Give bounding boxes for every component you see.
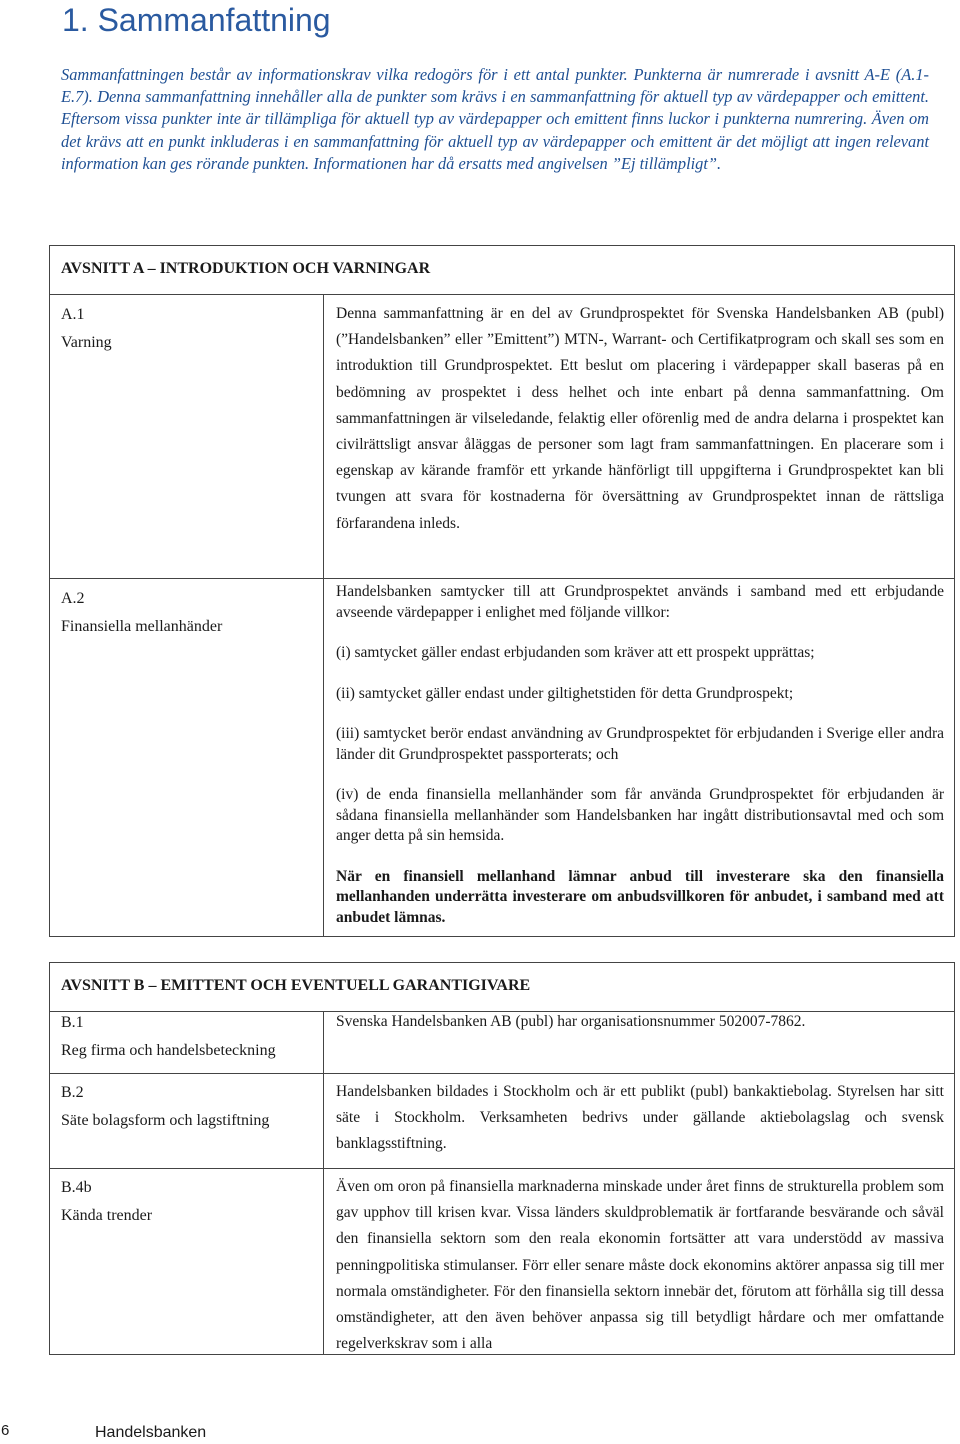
row-b4b-content	[336, 1174, 944, 1357]
row-a2-bold-notice: När en finansiell mellanhand lämnar anbud till investerare ska den finansiella mellanhanden underrätta investerare om anbudsvillkoren för anbudet, i samband med att anbudet lämnas.	[336, 867, 944, 926]
row-a1-text: Denna sammanfattning är en del av Grundprospektet för Svenska Handelsbanken AB (publ) (”Handelsbanken” eller ”Emittent”) MTN-, Warrant- och Certifikatprogram och skall ses som en introduktion till Grundprospektet. Ett beslut om placering i värdepapper skall baseras på en bedömning av prospektet i dess helhet och inte enbart på denna sammanfattning. Om sammanfattningen är vilseledande, felaktig eller oförenlig med de andra delarna i prospektet kan civilrättsligt ansvar åläggas de personer som lagt fram sammanfattningen. En placerare som i egenskap av kärande framför ett yrkande hänförligt till uppgifterna i Grundprospektet kan bli tvungen att svara för kostnaderna för översättning av Grundprospektet innan de rättsliga förfarandena inleds.	[336, 305, 944, 532]
row-title: Varning	[61, 334, 112, 351]
row-code: B.2	[61, 1084, 84, 1101]
row-code: A.1	[61, 306, 85, 323]
row-a2-condition-iv: (iv) de enda finansiella mellanhänder som får använda Grundprospektet för erbjudanden är sådana finansiella mellanhänder som Handelsbanken har ingått distributionsavtal med och som anger detta på sin hemsida.	[336, 786, 944, 844]
row-a2-condition-iii: (iii) samtycket berör endast användning av Grundprospektet för erbjudanden i Sverige eller andra länder dit Grundprospektet passporterats; och	[336, 725, 944, 763]
row-b2-text: Handelsbanken bildades i Stockholm och är ett publikt (publ) bankaktiebolag. Styrelsen har sitt säte i Stockholm. Verksamheten bedrivs under gällande aktiebolagslag och svensk banklagsstiftning.	[336, 1083, 944, 1153]
row-title: Kända trender	[61, 1207, 153, 1224]
row-a2-condition-ii: (ii) samtycket gäller endast under giltighetstiden för detta Grundprospekt;	[336, 684, 794, 702]
footer-brand: Handelsbanken	[95, 1424, 207, 1441]
row-a1-label	[61, 301, 311, 357]
row-b2-label	[61, 1079, 311, 1135]
row-a2-label	[61, 585, 311, 641]
row-b1-label	[61, 1009, 311, 1065]
row-a2-condition-i: (i) samtycket gäller endast erbjudanden som kräver att ett prospekt upprättas;	[336, 644, 815, 661]
page-number: 6	[1, 1422, 10, 1439]
row-b4b-text: Även om oron på finansiella marknaderna minskade under året finns de strukturella problem som gav upphov till krisen kvar. Vissa länders skuldproblematik är fortfarande besvärande och såväl den finansiella sektorn som den reala ekonomin fortsätter att vara understödd av massiva penningpolitiska stimulanser. Förr eller senare måste dock ekonomins aktörer anpassa sig till mer normala omständigheter. För den finansiella sektorn innebär det, förutom att förhålla sig till dessa omständigheter, att den även behöver anpassa sig till betydligt hårdare och mer omfattande regelverkskrav som i alla	[336, 1178, 944, 1353]
row-title: Finansiella mellanhänder	[61, 618, 223, 635]
row-a2-content	[336, 582, 944, 928]
section-b-table	[49, 962, 955, 1355]
row-a1-content	[336, 301, 944, 537]
row-b1-content	[336, 1009, 944, 1035]
section-b-heading: AVSNITT B – EMITTENT OCH EVENTUELL GARANTIGIVARE	[50, 963, 954, 1012]
page-title: 1. Sammanfattning	[62, 2, 331, 38]
row-b2-content	[336, 1079, 944, 1158]
row-code: B.1	[61, 1014, 84, 1031]
intro-paragraph: Sammanfattningen består av informationskrav vilka redogörs för i ett antal punkter. Punkterna är numrerade i avsnitt A-E (A.1-E.7). Denna sammanfattning innehåller alla de punkter som krävs i en sammanfattning för aktuell typ av värdepapper och emittent. Eftersom vissa punkter inte är tillämpliga för aktuell typ av värdepapper och emittent finns luckor i punkterna numrering. Även om det krävs att en punkt inkluderas i en sammanfattning för aktuell typ av värdepapper och emittent är det möjligt att ingen relevant information kan ges rörande punkten. Informationen har då ersatts med angivelsen ”Ej tillämpligt”.	[61, 65, 929, 173]
row-code: B.4b	[61, 1179, 92, 1196]
row-b1-text: Svenska Handelsbanken AB (publ) har organisationsnummer 502007-7862.	[336, 1013, 806, 1030]
row-code: A.2	[61, 590, 85, 607]
row-a2-paragraph: Handelsbanken samtycker till att Grundprospektet används i samband med ett erbjudande avseende värdepapper i enlighet med följande villkor:	[336, 583, 944, 621]
section-a-table	[49, 245, 955, 937]
row-title: Säte bolagsform och lagstiftning	[61, 1112, 270, 1129]
row-title: Reg firma och handelsbeteckning	[61, 1042, 276, 1059]
section-a-heading: AVSNITT A – INTRODUKTION OCH VARNINGAR	[50, 246, 954, 295]
row-b4b-label	[61, 1174, 311, 1230]
